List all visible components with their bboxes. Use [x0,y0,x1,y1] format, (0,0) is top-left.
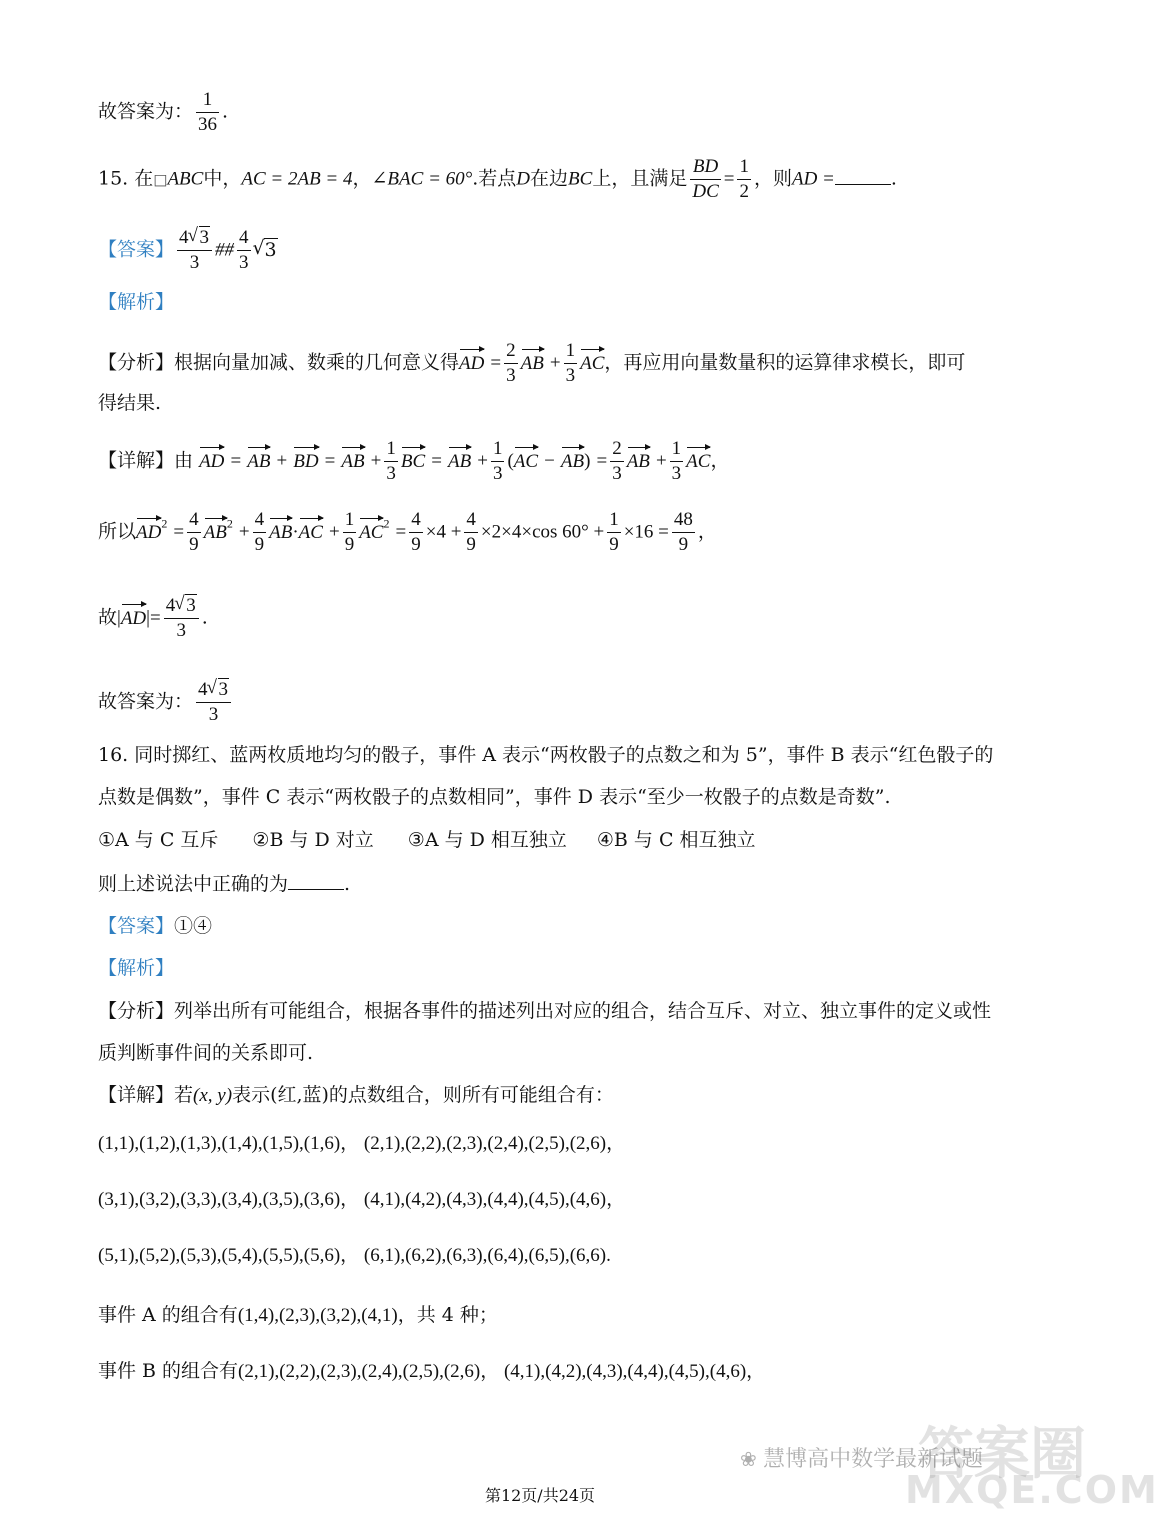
watermark-text: ❀ 慧博高中数学最新试题 [740,1447,984,1472]
option-3: ③A 与 D 相互独立 [407,829,567,851]
text: 故答案为： [98,100,194,123]
detail-15-result: 故|AD|= $\frac{4√ 3}{3}$ . [98,594,208,643]
outcome-row: (5,1),(5,2),(5,3),(5,4),(5,5),(5,6)， (6,1),(6,2),(6,3),(6,4),(6,5),(6,6). [98,1245,611,1266]
question-16-line2: 点数是偶数”，事件 C 表示“两枚骰子的点数相同”，事件 D 表示“至少一枚骰子的点数是奇数”. [98,786,891,808]
outcome-row: (1,1),(1,2),(1,3),(1,4),(1,5),(1,6)， (2,1),(2,2),(2,3),(2,4),(2,5),(2,6)， [98,1133,626,1154]
answer-16: 【答案】①④ [98,915,213,937]
event-a-line: 事件 A 的组合有(1,4),(2,3),(3,2),(4,1)，共 4 种； [98,1304,498,1326]
watermark-url: MXQE.COM [905,1468,1159,1512]
option-1: ①A 与 C 互斥 [98,829,219,851]
question-16-line1: 16. 同时掷红、蓝两枚质地均匀的骰子，事件 A 表示“两枚骰子的点数之和为 5”，事件 B 表示“红色骰子的 [98,744,994,766]
question-15: 15. 在□ABC中，AC = 2AB = 4，∠BAC = 60°.若点D在边BC上，且满足 $\frac{BD}{DC}$ = $\frac{1}{2}$ ，则AD = . [98,156,897,202]
option-4: ④B 与 C 相互独立 [596,829,756,851]
wechat-icon: ❀ [740,1447,764,1471]
answer-blank [288,871,344,890]
answer-tag: 【答案】 [98,238,175,261]
answer-15: 【答案】 $\frac{4√ 3}{3}$ ## $\frac{4}{3}$ √ 3 [98,226,278,275]
analysis-16: 【分析】列举出所有可能组合，根据各事件的描述列出对应的组合，结合互斥、对立、独立事件的定义或性 [98,1000,992,1022]
answer-blank [835,166,891,185]
detail-15-square: 所以$AD^2$ = $\frac{4}{9}$ $AB^2$ + $\frac{4}{9}$ AB·AC + $\frac{1}{9}$ $AC^2$ = $\frac{4}{9}$ ×4 + $\frac{4}{9}$ ×2×4×cos 60° + $\frac{1}{9}$ ×16 = $\frac{48}{9}$ ， [98,509,717,555]
page-footer: 第12页/共24页 [484,1486,596,1505]
analysis-tag: 【解析】 [98,291,175,313]
analysis-tag: 【解析】 [98,957,175,979]
answer-line-14 [98,88,228,137]
watermark-logo: 答案圈 [918,1422,1086,1487]
analysis-16-cont: 质判断事件间的关系即可. [98,1042,314,1064]
option-2: ②B 与 D 对立 [252,829,374,851]
text: . [222,100,229,123]
fraction: $\frac{1}{36}$ [198,89,218,135]
final-answer-15: 故答案为： $\frac{4√ 3}{3}$ [98,678,234,727]
analysis-15: 【分析】根据向量加减、数乘的几何意义得AD = $\frac{2}{3}$ AB + $\frac{1}{3}$ AC，再应用向量数量积的运算律求模长，即可 [98,340,966,386]
detail-16: 【详解】若(x, y)表示(红,蓝)的点数组合，则所有可能组合有： [98,1084,614,1106]
question-16-options [98,827,756,853]
event-b-line: 事件 B 的组合有(2,1),(2,2),(2,3),(2,4),(2,5),(2,6)， (4,1),(4,2),(4,3),(4,4),(4,5),(4,6)， [98,1360,766,1382]
analysis-15-cont: 得结果. [98,392,162,414]
detail-15: 【详解】由 AD = AB + BD = AB + $\frac{1}{3}$ BC = AB + $\frac{1}{3}$ (AC − AB) = $\frac{2}{3}$ AB + $\frac{1}{3}$ AC， [98,438,730,484]
question-16-ask: 则上述说法中正确的为 . [98,873,351,895]
outcome-row: (3,1),(3,2),(3,3),(3,4),(3,5),(3,6)， (4,1),(4,2),(4,3),(4,4),(4,5),(4,6)， [98,1189,626,1210]
